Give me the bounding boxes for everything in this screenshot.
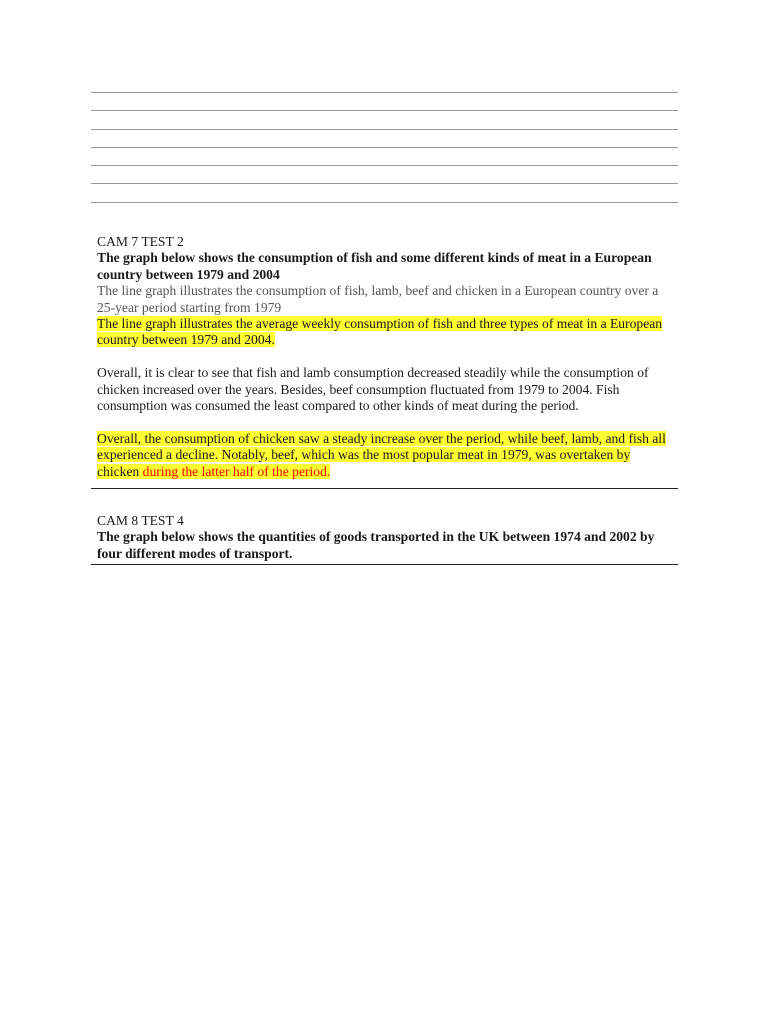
writing-line bbox=[91, 165, 678, 166]
highlighted-text: Overall, the consumption of chicken saw a steady increase over the period, while beef, lamb, and fish all experienced a decline. Notably, beef, which was the most popular meat in 1979, was overtaken by chicken bbox=[97, 430, 666, 479]
writing-line bbox=[91, 147, 678, 148]
draft-introduction: The line graph illustrates the consumption of fish, lamb, beef and chicken in a European country over a 25-year period starting from 1979 bbox=[97, 283, 659, 315]
writing-line bbox=[91, 92, 678, 93]
section-cam7-test2 bbox=[91, 234, 678, 489]
highlighted-text: The line graph illustrates the average weekly consumption of fish and three types of meat in a European country between 1979 and 2004. bbox=[97, 316, 663, 348]
section-heading: CAM 8 TEST 4 bbox=[97, 513, 184, 528]
writing-line bbox=[91, 183, 678, 184]
writing-line bbox=[91, 110, 678, 111]
task-prompt: The graph below shows the consumption of fish and some different kinds of meat in a European country between 1979 and 2004 bbox=[97, 250, 652, 282]
section-divider bbox=[91, 564, 678, 565]
section-divider bbox=[91, 488, 678, 489]
writing-lines bbox=[91, 92, 678, 220]
draft-overview: Overall, it is clear to see that fish and lamb consumption decreased steadily while the consumption of chicken increased over the years. Besides, beef consumption fluctuated from 1979 to 2004. Fish consumption was consumed the least compared to other kinds of meat during the period. bbox=[97, 365, 649, 414]
section-heading: CAM 7 TEST 2 bbox=[97, 234, 184, 249]
revised-introduction bbox=[97, 316, 674, 349]
highlighted-red-text: during the latter half of the period. bbox=[139, 463, 331, 479]
writing-line bbox=[91, 202, 678, 203]
writing-line bbox=[91, 129, 678, 130]
task-prompt: The graph below shows the quantities of goods transported in the UK between 1974 and 2002 by four different modes of transport. bbox=[97, 529, 655, 561]
section-cam8-test4 bbox=[91, 513, 678, 565]
revised-overview bbox=[97, 431, 674, 480]
